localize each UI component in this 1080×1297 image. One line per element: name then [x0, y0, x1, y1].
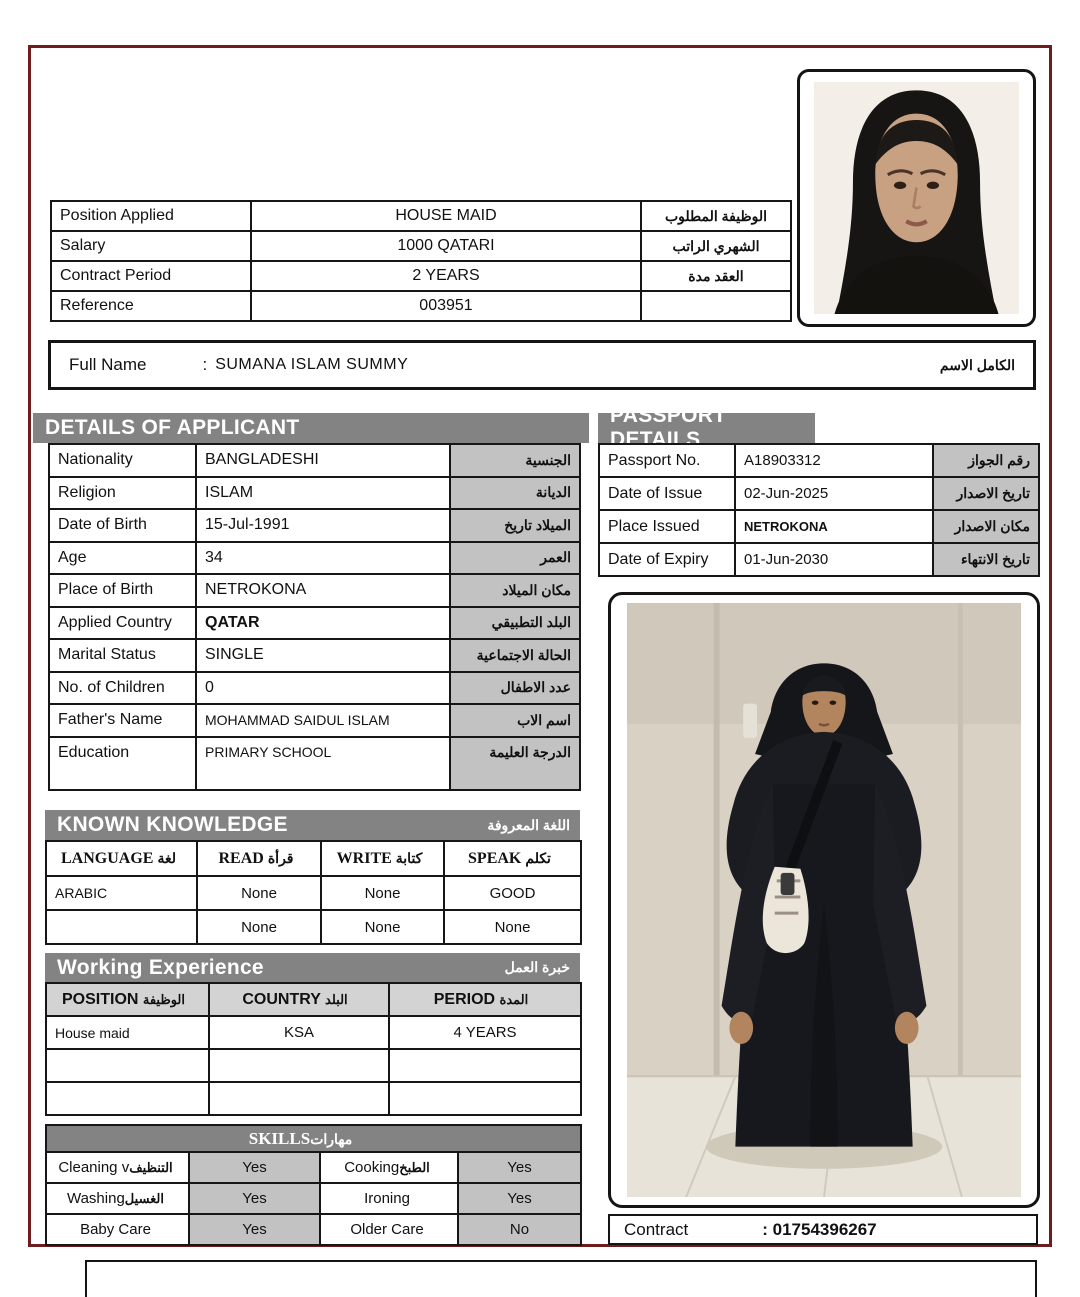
cooking-label: [320, 1152, 458, 1183]
contract-label: Contract: [624, 1219, 689, 1239]
nationality-label: Nationality: [49, 444, 196, 477]
salary-value: 1000 QATARI: [251, 231, 641, 261]
write-header-en: WRITE: [336, 849, 392, 867]
speak-header-ar: تكلم: [525, 851, 551, 867]
contract-period-label: Contract Period: [51, 261, 251, 291]
religion-label: Religion: [49, 477, 196, 510]
place-of-birth-label: Place of Birth: [49, 574, 196, 607]
known-knowledge-header-arabic: اللغة المعروفة: [487, 816, 570, 833]
working-experience-header: [45, 953, 580, 982]
full-name-colon: :: [202, 355, 208, 374]
position-applied-arabic: الوظيفة المطلوب: [641, 201, 791, 231]
education-arabic: الدرجة العليمة: [450, 737, 580, 790]
education-label: Education: [49, 737, 196, 790]
contract-period-arabic: العقد مدة: [641, 261, 791, 291]
table-row: [46, 1016, 581, 1049]
date-of-birth-value: 15-Jul-1991: [196, 509, 450, 542]
baby-care-label-en: Baby Care: [80, 1221, 151, 1238]
cleaning-label-en: Cleaning v: [58, 1159, 130, 1176]
table-row: [49, 704, 580, 737]
experience-period-value: [389, 1082, 581, 1115]
experience-period-value: [389, 1049, 581, 1082]
applied-country-arabic: البلد التطبيقي: [450, 607, 580, 640]
working-experience-header-text: Working Experience: [57, 955, 264, 979]
position-summary-table: [50, 200, 792, 322]
read-header-ar: قرأة: [267, 851, 294, 867]
cooking-label-en: Cooking: [344, 1159, 400, 1176]
skills-table: [45, 1124, 582, 1246]
language-header-en: LANGUAGE: [61, 849, 154, 867]
table-row: [599, 444, 1039, 477]
washing-label: [46, 1183, 189, 1214]
table-row: [51, 231, 791, 261]
table-row: [49, 477, 580, 510]
washing-value: Yes: [189, 1183, 320, 1214]
table-row: [46, 1214, 581, 1245]
washing-label-en: Washing: [66, 1190, 125, 1207]
table-row: [46, 910, 581, 944]
cleaning-label-ar: التنظيف: [129, 1160, 173, 1175]
table-row: [51, 261, 791, 291]
children-arabic: عدد الاطفال: [450, 672, 580, 705]
table-row: [46, 1049, 581, 1082]
bottom-clipped-box: [85, 1260, 1037, 1297]
experience-country-value: [209, 1049, 389, 1082]
table-row: [46, 1152, 581, 1183]
cooking-value: Yes: [458, 1152, 581, 1183]
experience-position-value: [46, 1049, 209, 1082]
table-row: [49, 737, 580, 790]
applicant-fullbody-photo: [608, 592, 1040, 1208]
full-name-value: SUMANA ISLAM SUMMY: [215, 356, 409, 373]
applicant-headshot-photo: [797, 69, 1036, 327]
father-name-label: Father's Name: [49, 704, 196, 737]
table-row: [46, 1082, 581, 1115]
education-value: PRIMARY SCHOOL: [196, 737, 450, 790]
nationality-value: BANGLADESHI: [196, 444, 450, 477]
read-value: None: [197, 876, 321, 910]
position-header-ar: الوظيفة: [142, 991, 185, 1007]
full-name-label: Full Name: [69, 355, 147, 374]
applicant-details-table: [48, 443, 581, 791]
table-row: [49, 607, 580, 640]
period-header-ar: المدة: [499, 991, 529, 1007]
nationality-arabic: الجنسية: [450, 444, 580, 477]
table-row: [46, 876, 581, 910]
cooking-label-ar: الطبخ: [399, 1160, 430, 1175]
children-label: No. of Children: [49, 672, 196, 705]
table-row: [51, 201, 791, 231]
full-name-box: [48, 340, 1036, 390]
table-row: [599, 510, 1039, 543]
age-label: Age: [49, 542, 196, 575]
working-experience-header-arabic: خبرة العمل: [504, 959, 570, 975]
contract-box: [608, 1214, 1038, 1245]
religion-value: ISLAM: [196, 477, 450, 510]
speak-value: GOOD: [444, 876, 581, 910]
table-row: [49, 672, 580, 705]
place-of-birth-arabic: مكان الميلاد: [450, 574, 580, 607]
period-column-header: [389, 983, 581, 1016]
cleaning-label: [46, 1152, 189, 1183]
country-column-header: [209, 983, 389, 1016]
working-experience-table: [45, 982, 582, 1116]
period-header-en: PERIOD: [433, 990, 496, 1008]
speak-column-header: [444, 841, 581, 876]
passport-no-label: Passport No.: [599, 444, 735, 477]
ironing-label-en: Ironing: [364, 1190, 410, 1207]
speak-value: None: [444, 910, 581, 944]
passport-details-header: [598, 404, 815, 451]
write-value: None: [321, 910, 444, 944]
older-care-value: No: [458, 1214, 581, 1245]
older-care-label-en: Older Care: [350, 1221, 424, 1238]
ironing-label: [320, 1183, 458, 1214]
applied-country-value: QATAR: [196, 607, 450, 640]
reference-arabic: [641, 291, 791, 321]
marital-status-arabic: الحالة الاجتماعية: [450, 639, 580, 672]
table-row: [599, 477, 1039, 510]
details-of-applicant-header: [33, 413, 589, 443]
reference-value: 003951: [251, 291, 641, 321]
father-name-value: MOHAMMAD SAIDUL ISLAM: [196, 704, 450, 737]
place-of-birth-value: NETROKONA: [196, 574, 450, 607]
baby-care-label: [46, 1214, 189, 1245]
passport-details-table: [598, 443, 1040, 577]
language-column-header: [46, 841, 197, 876]
full-name-arabic: الكامل الاسم: [939, 356, 1015, 373]
skills-header-ar: مهارات: [310, 1132, 353, 1148]
write-column-header: [321, 841, 444, 876]
passport-header-text: PASSPORT DETAILS: [610, 404, 727, 451]
table-row: [49, 542, 580, 575]
headshot-illustration: [814, 82, 1019, 314]
known-knowledge-header: [45, 810, 580, 840]
table-header-row: [46, 983, 581, 1016]
place-issued-label: Place Issued: [599, 510, 735, 543]
older-care-label: [320, 1214, 458, 1245]
skills-header-en: SKILLS: [248, 1128, 311, 1148]
ironing-value: Yes: [458, 1183, 581, 1214]
age-arabic: العمر: [450, 542, 580, 575]
place-issued-arabic: مكان الاصدار: [933, 510, 1039, 543]
children-value: 0: [196, 672, 450, 705]
position-column-header: [46, 983, 209, 1016]
experience-position-value: House maid: [46, 1016, 209, 1049]
salary-label: Salary: [51, 231, 251, 261]
salary-arabic: الشهري الراتب: [641, 231, 791, 261]
read-header-en: READ: [218, 849, 264, 867]
date-of-issue-label: Date of Issue: [599, 477, 735, 510]
experience-period-value: 4 YEARS: [389, 1016, 581, 1049]
experience-position-value: [46, 1082, 209, 1115]
experience-country-value: KSA: [209, 1016, 389, 1049]
details-header-text: DETAILS OF APPLICANT: [45, 416, 300, 439]
marital-status-label: Marital Status: [49, 639, 196, 672]
known-knowledge-header-text: KNOWN KNOWLEDGE: [57, 813, 288, 836]
table-header-row: [46, 841, 581, 876]
language-header-ar: لغة: [157, 851, 176, 867]
reference-label: Reference: [51, 291, 251, 321]
table-row: [51, 291, 791, 321]
read-value: None: [197, 910, 321, 944]
position-applied-value: HOUSE MAID: [251, 201, 641, 231]
skills-header: [46, 1125, 581, 1152]
date-of-expiry-value: 01-Jun-2030: [735, 543, 933, 576]
skills-header-row: [46, 1125, 581, 1152]
position-applied-label: Position Applied: [51, 201, 251, 231]
date-of-expiry-label: Date of Expiry: [599, 543, 735, 576]
language-value: ARABIC: [46, 876, 197, 910]
baby-care-value: Yes: [189, 1214, 320, 1245]
contract-number: : 01754396267: [762, 1219, 877, 1239]
date-of-issue-arabic: تاريخ الاصدار: [933, 477, 1039, 510]
contract-period-value: 2 YEARS: [251, 261, 641, 291]
applied-country-label: Applied Country: [49, 607, 196, 640]
fullbody-illustration: [627, 603, 1021, 1197]
country-header-ar: البلد: [325, 991, 348, 1007]
country-header-en: COUNTRY: [242, 990, 321, 1008]
date-of-birth-label: Date of Birth: [49, 509, 196, 542]
known-knowledge-table: [45, 840, 582, 945]
table-row: [49, 639, 580, 672]
father-name-arabic: اسم الاب: [450, 704, 580, 737]
age-value: 34: [196, 542, 450, 575]
passport-no-value: A18903312: [735, 444, 933, 477]
read-column-header: [197, 841, 321, 876]
washing-label-ar: الغسيل: [124, 1191, 165, 1206]
experience-country-value: [209, 1082, 389, 1115]
table-row: [46, 1183, 581, 1214]
marital-status-value: SINGLE: [196, 639, 450, 672]
language-value: [46, 910, 197, 944]
date-of-expiry-arabic: تاريخ الانتهاء: [933, 543, 1039, 576]
table-row: [599, 543, 1039, 576]
position-header-en: POSITION: [61, 990, 139, 1008]
write-header-ar: كتابة: [395, 851, 423, 867]
table-row: [49, 444, 580, 477]
date-of-issue-value: 02-Jun-2025: [735, 477, 933, 510]
write-value: None: [321, 876, 444, 910]
speak-header-en: SPEAK: [468, 849, 522, 867]
passport-no-arabic: رقم الجواز: [933, 444, 1039, 477]
place-issued-value: NETROKONA: [735, 510, 933, 543]
date-of-birth-arabic: الميلاد تاريخ: [450, 509, 580, 542]
religion-arabic: الديانة: [450, 477, 580, 510]
table-row: [49, 509, 580, 542]
table-row: [49, 574, 580, 607]
cleaning-value: Yes: [189, 1152, 320, 1183]
